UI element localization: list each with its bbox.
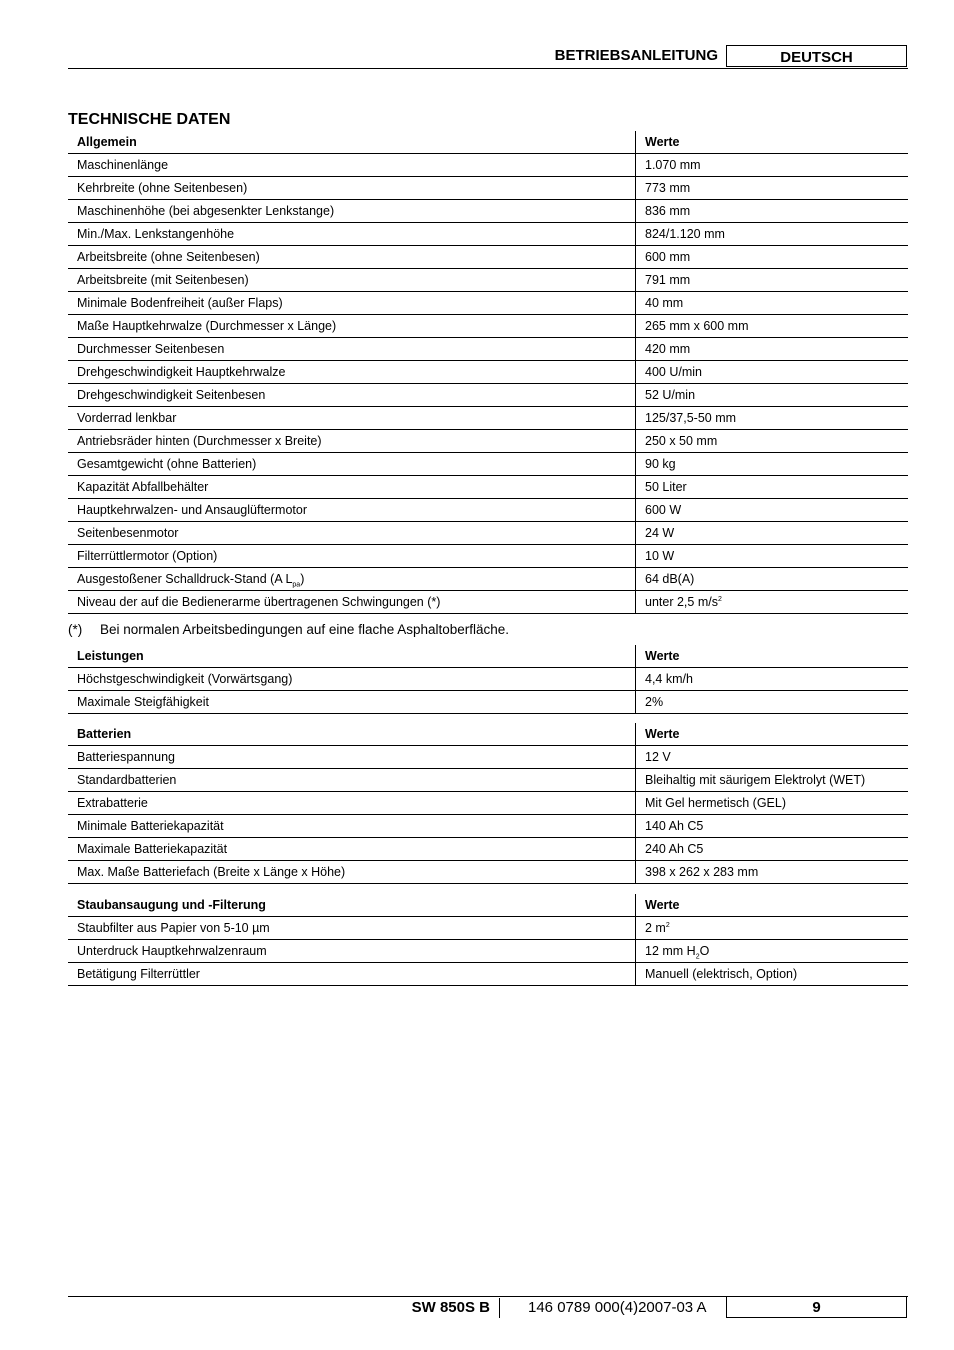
row-label: Maximale Steigfähigkeit [68, 691, 636, 714]
table-row [68, 292, 908, 315]
header-cell: Staubansaugung und -Filterung [68, 894, 636, 917]
row-label: Standardbatterien [68, 769, 636, 792]
row-label: Maße Hauptkehrwalze (Durchmesser x Länge) [68, 315, 636, 338]
header-cell: Allgemein [68, 131, 636, 154]
row-label: Niveau der auf die Bedienerarme übertragenen Schwingungen (*) [68, 591, 636, 614]
row-value: 40 mm [636, 292, 909, 315]
table-row [68, 499, 908, 522]
row-value: 90 kg [636, 453, 909, 476]
table-row [68, 940, 908, 963]
row-label: Höchstgeschwindigkeit (Vorwärtsgang) [68, 668, 636, 691]
footer-separator [499, 1298, 500, 1318]
header-cell: Werte [636, 723, 909, 746]
table-row [68, 917, 908, 940]
header-cell: Leistungen [68, 645, 636, 668]
table-row [68, 668, 908, 691]
row-label: Kehrbreite (ohne Seitenbesen) [68, 177, 636, 200]
row-label: Staubfilter aus Papier von 5-10 µm [68, 917, 636, 940]
row-label: Hauptkehrwalzen- und Ansauglüftermotor [68, 499, 636, 522]
row-label: Betätigung Filterrüttler [68, 963, 636, 986]
footnote-mark: (*) [68, 622, 83, 637]
row-value: 600 W [636, 499, 909, 522]
row-value: 2% [636, 691, 909, 714]
row-label: Minimale Bodenfreiheit (außer Flaps) [68, 292, 636, 315]
table-row [68, 591, 908, 614]
table-row [68, 269, 908, 292]
row-value: 420 mm [636, 338, 909, 361]
table-row [68, 407, 908, 430]
row-value: 125/37,5-50 mm [636, 407, 909, 430]
table-performance [68, 645, 908, 714]
table-row [68, 815, 908, 838]
table-header-row [68, 645, 908, 668]
footer-document-code: 146 0789 000(4)2007-03 A [528, 1299, 707, 1316]
row-label: Filterrüttlermotor (Option) [68, 545, 636, 568]
table-row [68, 476, 908, 499]
table-row [68, 522, 908, 545]
table-row [68, 384, 908, 407]
header-cell: Werte [636, 645, 909, 668]
row-value: 52 U/min [636, 384, 909, 407]
footer-model: SW 850S B [411, 1299, 490, 1316]
row-value: 791 mm [636, 269, 909, 292]
footnote [68, 622, 509, 637]
row-label: Drehgeschwindigkeit Seitenbesen [68, 384, 636, 407]
row-value: 4,4 km/h [636, 668, 909, 691]
row-value: 824/1.120 mm [636, 223, 909, 246]
table-row [68, 746, 908, 769]
row-value: 50 Liter [636, 476, 909, 499]
row-value: unter 2,5 $m/s^2$ [636, 591, 909, 614]
row-value: 250 x 50 mm [636, 430, 909, 453]
table-row [68, 338, 908, 361]
row-label: Antriebsräder hinten (Durchmesser x Breite) [68, 430, 636, 453]
row-value: 24 W [636, 522, 909, 545]
row-value: 10 W [636, 545, 909, 568]
table-header-row [68, 723, 908, 746]
table-row [68, 430, 908, 453]
table-row [68, 453, 908, 476]
table-row [68, 200, 908, 223]
row-label: Ausgestoßener Schalldruck-Stand (A $L_{pa}$) [68, 568, 636, 591]
row-value: 2 $m^2$ [636, 917, 909, 940]
row-label: Durchmesser Seitenbesen [68, 338, 636, 361]
table-header-row [68, 131, 908, 154]
row-label: Kapazität Abfallbehälter [68, 476, 636, 499]
row-value: 400 U/min [636, 361, 909, 384]
table-general [68, 131, 908, 614]
table-row [68, 223, 908, 246]
row-label: Unterdruck Hauptkehrwalzenraum [68, 940, 636, 963]
table-row [68, 691, 908, 714]
page-number: 9 [726, 1296, 907, 1318]
row-value: 773 mm [636, 177, 909, 200]
row-label: Seitenbesenmotor [68, 522, 636, 545]
row-label: Arbeitsbreite (ohne Seitenbesen) [68, 246, 636, 269]
table-batteries [68, 723, 908, 884]
row-label: Maschinenlänge [68, 154, 636, 177]
row-value: 140 Ah C5 [636, 815, 909, 838]
row-label: Min./Max. Lenkstangenhöhe [68, 223, 636, 246]
table-header-row [68, 894, 908, 917]
row-label: Drehgeschwindigkeit Hauptkehrwalze [68, 361, 636, 384]
language-label: DEUTSCH [726, 45, 907, 67]
table-row [68, 568, 908, 591]
row-value: 265 mm x 600 mm [636, 315, 909, 338]
row-value: 836 mm [636, 200, 909, 223]
row-label: Arbeitsbreite (mit Seitenbesen) [68, 269, 636, 292]
row-label: Minimale Batteriekapazität [68, 815, 636, 838]
header-cell: Werte [636, 894, 909, 917]
table-row [68, 315, 908, 338]
table-general-body [68, 131, 908, 614]
row-value: 12 V [636, 746, 909, 769]
row-value: Manuell (elektrisch, Option) [636, 963, 909, 986]
row-value: 240 Ah C5 [636, 838, 909, 861]
table-row [68, 838, 908, 861]
table-row [68, 246, 908, 269]
table-row [68, 861, 908, 884]
row-label: Batteriespannung [68, 746, 636, 769]
row-label: Vorderrad lenkbar [68, 407, 636, 430]
table-row [68, 545, 908, 568]
table-row [68, 769, 908, 792]
table-dust-extraction [68, 894, 908, 986]
header-divider [68, 68, 908, 69]
row-value: 12 mm $H_2O$ [636, 940, 909, 963]
table-row [68, 177, 908, 200]
section-title: TECHNISCHE DATEN [68, 111, 231, 128]
table-row [68, 154, 908, 177]
row-value: 398 x 262 x 283 mm [636, 861, 909, 884]
row-label: Extrabatterie [68, 792, 636, 815]
row-label: Maximale Batteriekapazität [68, 838, 636, 861]
table-row [68, 792, 908, 815]
row-value: 64 dB(A) [636, 568, 909, 591]
table-row [68, 963, 908, 986]
row-value: Bleihaltig mit säurigem Elektrolyt (WET) [636, 769, 909, 792]
footnote-text: Bei normalen Arbeitsbedingungen auf eine flache Asphaltoberfläche. [100, 622, 510, 637]
row-label: Gesamtgewicht (ohne Batterien) [68, 453, 636, 476]
row-value: Mit Gel hermetisch (GEL) [636, 792, 909, 815]
row-value: 600 mm [636, 246, 909, 269]
row-label: Maschinenhöhe (bei abgesenkter Lenkstange) [68, 200, 636, 223]
manual-title: BETRIEBSANLEITUNG [554, 47, 718, 64]
table-row [68, 361, 908, 384]
header-cell: Batterien [68, 723, 636, 746]
row-label: Max. Maße Batteriefach (Breite x Länge x Höhe) [68, 861, 636, 884]
row-value: 1.070 mm [636, 154, 909, 177]
header-cell: Werte [636, 131, 909, 154]
